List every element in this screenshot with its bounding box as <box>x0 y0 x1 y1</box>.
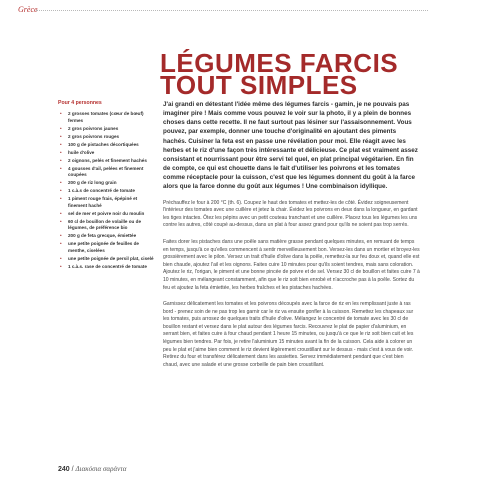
ingredient-item: • une petite poignée de persil plat, ciselé <box>58 256 154 263</box>
ingredient-list <box>58 111 154 270</box>
servings-heading: Pour 4 personnes <box>58 100 102 106</box>
ingredient-item: • 1 piment rouge frais, épépiné et finement haché <box>58 196 154 209</box>
page-number-words: Διακόσια σαράντα <box>75 465 127 473</box>
ingredient-item: • sel de mer et poivre noir du moulin <box>58 211 154 218</box>
ingredients-sidebar <box>58 100 154 272</box>
ingredient-item: • huile d'olive <box>58 150 154 157</box>
ingredient-item: • une petite poignée de feuilles de menthe, ciselées <box>58 241 154 254</box>
recipe-body <box>163 100 420 378</box>
ingredient-item: • 2 grosses tomates (cœur de bœuf) fermes <box>58 111 154 124</box>
ingredient-item: • 100 g de pistaches décortiquées <box>58 142 154 149</box>
recipe-title <box>160 48 420 100</box>
method-paragraph: Préchauffez le four à 200 °C (th. 6). Coupez le haut des tomates et mettez-les de côté. Évidez soigneusement l'intérieur des tomates avec une cuillère et jetez la chair. Évidez les poivrons en deux dans la longueur, en gardant les tiges intactes. Ôtez les pépins avec un petit couteau tranchant et une cuillère. Placez tous les légumes les uns contre les autres, côté coupé au-dessus, dans un plat à four assez grand pour qu'ils ne soient pas trop serrés. <box>163 199 418 229</box>
page-number: 240 <box>58 466 70 473</box>
footer-separator: / <box>71 466 74 473</box>
ingredient-item: • 1 c.à.s. rase de concentré de tomate <box>58 264 154 271</box>
page-footer <box>58 465 126 473</box>
ingredient-item: • 1 c.à.s de concentré de tomate <box>58 188 154 195</box>
header-rule <box>36 10 428 11</box>
section-tag: Grèce <box>18 5 38 14</box>
title-line-1: LÉGUMES FARCIS <box>160 48 399 78</box>
ingredient-item: • 4 gousses d'ail, pelées et finement coupées <box>58 166 154 179</box>
ingredient-item: • 200 g de riz long grain <box>58 180 154 187</box>
ingredient-item: • 2 gros poivrons rouges <box>58 134 154 141</box>
method-paragraph: Garnissez délicatement les tomates et les poivrons découpés avec la farce de riz en les remplissant juste à ras bord - prenez soin de ne pas trop les garnir car le riz va ensuite gonfler à la cuisson. Remettez les chapeaux sur les tomates, puis arrosez de quelques traits d'huile d'olive. Mélangez le concentré de tomate avec les 30 cl de bouillon restant et versez dans le plat autour des légumes farcis. Recouvrez le plat de papier d'aluminium, en serrant bien, et faites cuire à four chaud pendant 1 heure 15 minutes, ou jusqu'à ce que le riz soit bien cuit et les légumes bien tendres. Par fois, je retire l'aluminium 15 minutes avant la fin de la cuisson. Cela aide à colorer un peu le plat et j'aime bien comment le riz devient légèrement croustillant sur le dessus - mais c'est à vous de voir. Retirez du four et transférez délicatement dans les assiettes. Servez immédiatement pendant que c'est bien chaud, avec une salade et une grosse corbeille de pain bien croustillant. <box>163 301 414 368</box>
ingredient-item: • 2 gros poivrons jaunes <box>58 126 154 133</box>
ingredient-item: • 200 g de feta grecque, émiettée <box>58 233 154 240</box>
ingredient-item: • 60 cl de bouillon de volaille ou de légumes, de préférence bio <box>58 219 154 232</box>
ingredient-item: • 2 oignons, pelés et finement hachés <box>58 158 154 165</box>
intro-paragraph: J'ai grandi en détestant l'idée même des légumes farcis - gamin, je ne pouvais pas imaginer pire ! Mais comme vous pouvez le voir sur la photo, il y a plein de bonnes choses dans cette recette. Il ne faut surtout pas lésiner sur l'assaisonnement. Vous pouvez, par exemple, donner une touche d'originalité en ajoutant des piments hachés. Cuisiner la feta est en passe une révélation pour moi. Elle réagit avec les herbes et le riz d'une façon très intéressante et délicieuse. Ce plat est vraiment assez consistant et nourrissant pour être servi tel quel, en plat principal végétarien. En fin de compte, ce qui est chouette dans le fait d'utiliser les poivrons et les tomates comme réceptacle pour la cuisson, c'est que les légumes donnent du goût à la farce alors que la farce donne du goût aux légumes ! Une combinaison idyllique. <box>163 101 418 191</box>
title-line-2: TOUT SIMPLES <box>160 70 358 100</box>
method-paragraph: Faites dorer les pistaches dans une poêle sans matière grasse pendant quelques minutes, en remuant de temps en temps, jusqu'à ce qu'elles commencent à sentir merveilleusement bon. Versez-les dans un mortier et broyez-les grossièrement avec le pilon. Versez un trait d'huile d'olive dans la poêle, remettez-la sur feu doux et, quand elle est bien chaude, ajoutez l'ail et les oignons. Faites cuire 10 minutes pour qu'ils soient tendres, mais sans coloration. Ajoutez le riz, l'origan, le piment et une bonne pincée de poivre et de sel. Versez 30 cl de bouillon et faites cuire 7 à 10 minutes, en mélangeant constamment, afin que le riz soit bien enrobé et n'accroche pas à la poêle. Sortez du feu et ajoutez la feta émiettée, les herbes fraîches et les pistaches hachées. <box>163 238 420 291</box>
